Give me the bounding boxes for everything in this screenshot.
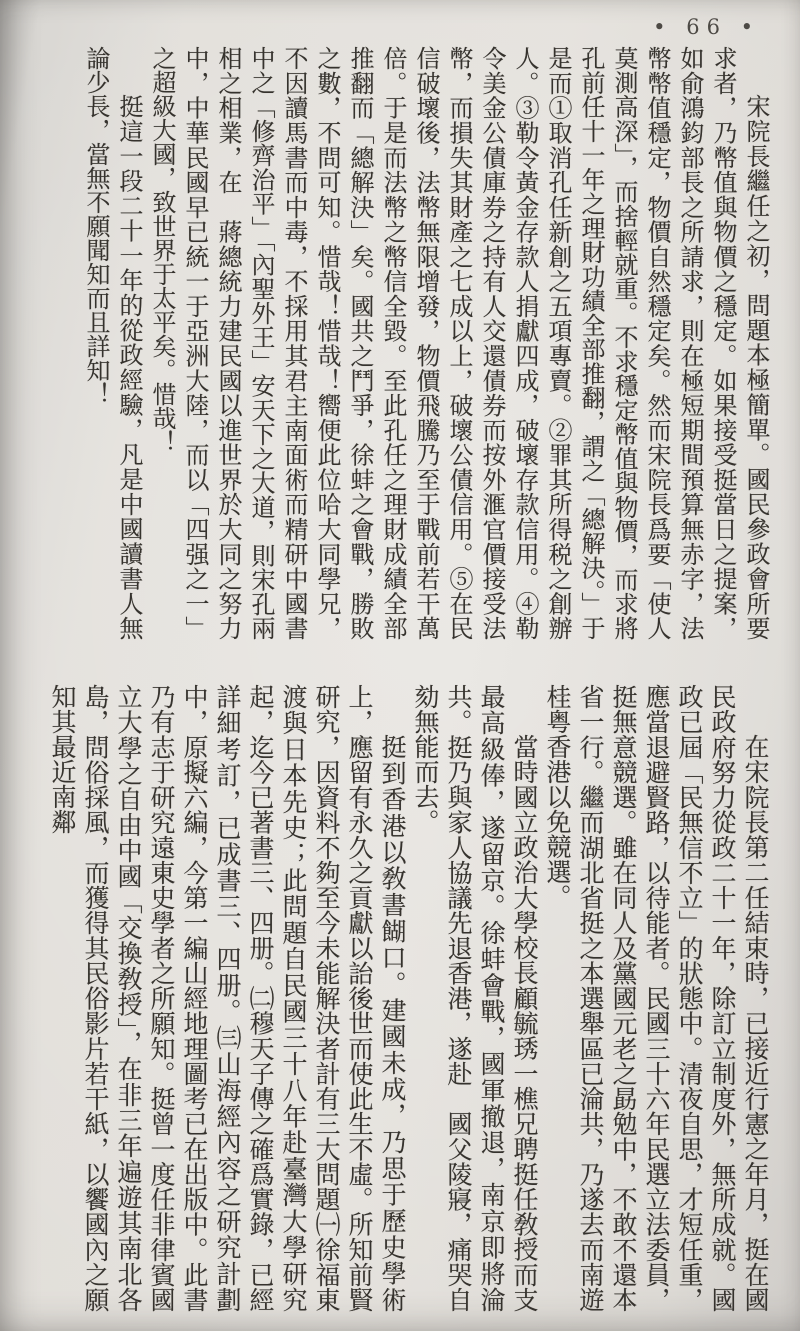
- paragraph: 挺到香港以敎書餬口。建國未成，乃思于歷史學術上，應留有永久之貢獻以詒後世而使此生不虛。所知前賢研究，因資料不夠至今未能解決者計有三大問題㈠徐福東渡與日本先史；此問題自民國三十八年赴臺灣大學研究起，迄今已著書三、四册。㈡穆天子傳之確爲實錄，已經詳細考訂，已成書三、四册。㈢山海經內容之研究計劃中，原擬六編，今第一編山經地理圖考已在出版中。此書乃有志于研究遠東史學者之所願知。挺曾一度任非律賓國立大學之自由中國「交換敎授」，在非三年遍遊其南北各島，問俗採風，而獲得其民俗影片若干紙，以饗國內之願知其最近南鄰: [48, 684, 407, 1312]
- upper-text-block: [79, 46, 772, 640]
- lower-text-block: [46, 684, 772, 1312]
- paragraph: 當時國立政治大學校長顧毓琇一樵兄聘挺任敎授而支最高級俸，遂留京。徐蚌會戰，國軍撤退，南京即將淪共。挺乃與家人協議先退香港，遂赴 國父陵寢，痛哭自劾無能而去。: [411, 684, 539, 1312]
- paragraph: 宋院長繼任之初，問題本極簡單。國民參政會所要求者，乃幣值與物價之穩定。如果接受挺當日之提案，如俞鴻鈞部長之所請求，則在極短期間預算無赤字，法幣幣值穩定，物價自然穩定矣。然而宋院長爲要「使人莫測高深」，而捨輕就重。不求穩定幣值與物價，而求將孔前任十一年之理財功績全部推翻，謂之「總解決。」于是而①取消孔任新創之五項專賣。②罪其所得税之創辦人。③勒令黃金存款人捐獻四成，破壞存款信用。④勒令美金公債庫券之持有人交還債券而按外滙官價接受法幣，而損失其財產之七成以上，破壞公債信用。⑤在民信破壞後，法幣無限增發，物價飛騰乃至于戰前若干萬倍。于是而法幣之幣信全毀。至此孔任之理財成績全部推翻而「總解決」矣。國共之鬥爭，徐蚌之會戰，勝敗之數，不問可知。惜哉！惜哉！嚮便此位哈大同學兄，不因讀馬書而中毒，不採用其君主南面術而精研中國書中之「修齊治平」「內聖外王」安天下之大道，則宋孔兩相之相業，在 蔣總統力建民國以進世界於大同之努力中，中華民國早已統一于亞洲大陸，而以「四强之一」之超級大國，致世界于太平矣。惜哉！: [148, 46, 770, 640]
- paragraph: 在宋院長第二任結束時，已接近行憲之年月，挺在國民政府努力從政二十一年，除訂立制度外，無所成就。國政已屆「民無信不立」的狀態中。清夜自思，才短任重，應當退避賢路，以待能者。民國三十六年民選立法委員，挺無意競選。雖在同人及黨國元老之勗勉中，不敢不還本省一行。繼而湖北省挺之本選舉區已淪共，乃遂去而南遊桂粤香港以免競選。: [543, 684, 770, 1312]
- paragraph: 挺這一段二十一年的從政經驗，凡是中國讀書人無論少長，當無不願聞知而且詳知！: [82, 46, 143, 640]
- page-number: • 66 •: [653, 15, 760, 39]
- page-text-area: [46, 46, 772, 1312]
